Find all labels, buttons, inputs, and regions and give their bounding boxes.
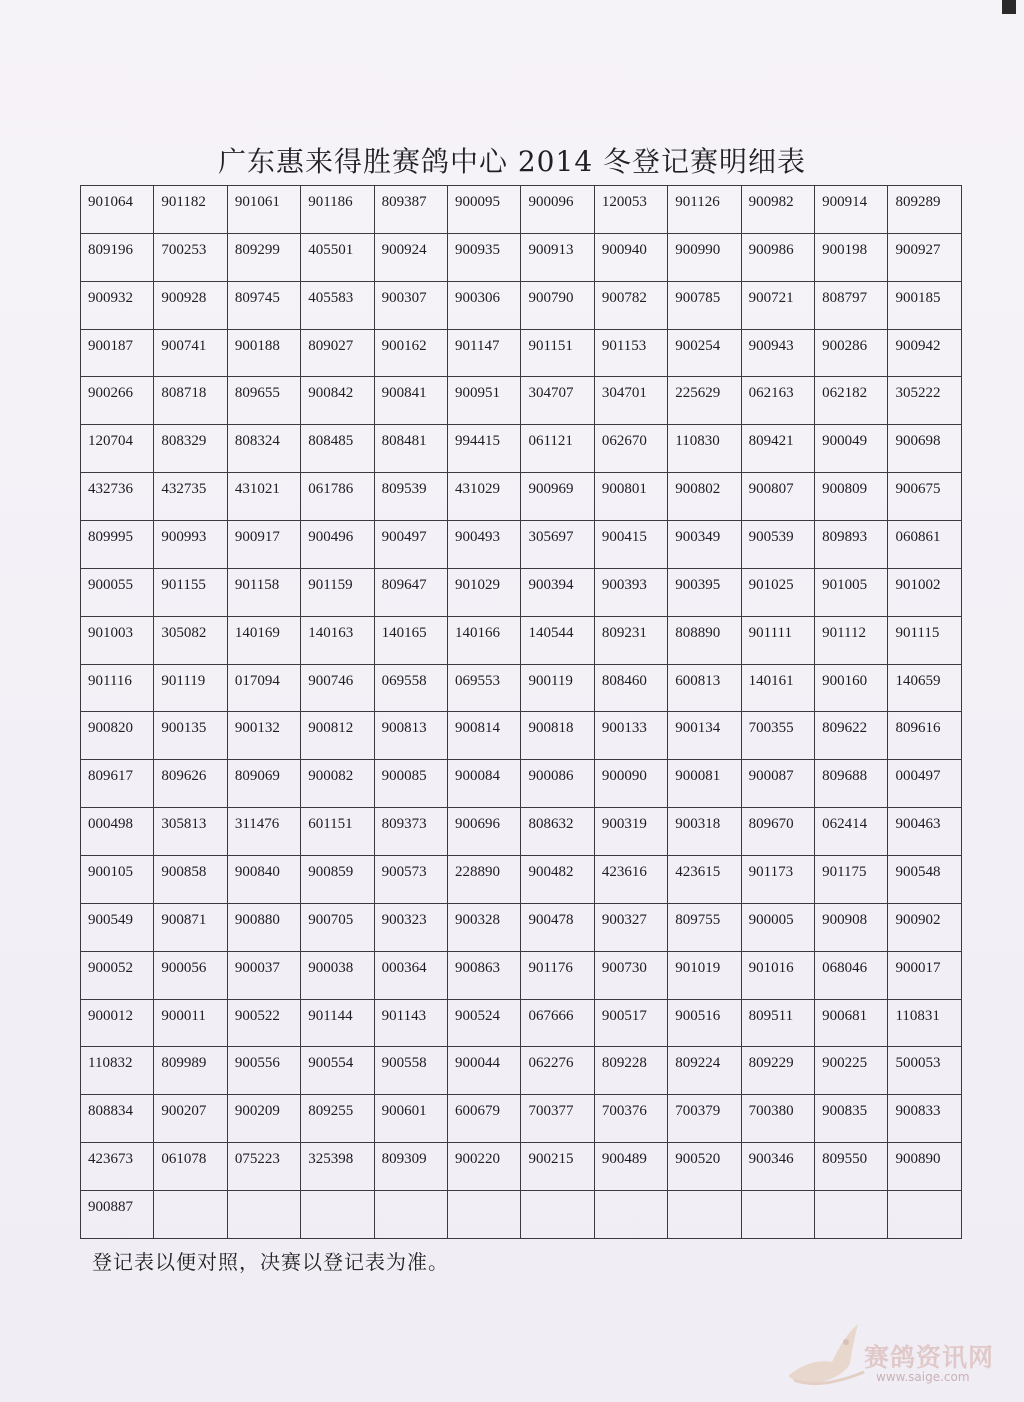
ring-number-cell: 900681 — [815, 999, 888, 1047]
ring-number-cell: 900086 — [521, 760, 594, 808]
ring-number-cell: 809688 — [815, 760, 888, 808]
ring-number-cell: 900225 — [815, 1047, 888, 1095]
ring-number-cell: 809539 — [374, 473, 447, 521]
ring-number-cell: 600679 — [448, 1095, 521, 1143]
ring-number-cell: 000364 — [374, 951, 447, 999]
ring-number-cell: 901175 — [815, 856, 888, 904]
ring-number-cell: 901186 — [301, 186, 374, 234]
ring-number-cell: 900890 — [888, 1143, 962, 1191]
ring-number-cell — [815, 1191, 888, 1239]
ring-number-cell: 431029 — [448, 473, 521, 521]
ring-number-cell: 809617 — [81, 760, 154, 808]
ring-number-cell: 900705 — [301, 903, 374, 951]
ring-number-cell: 304707 — [521, 377, 594, 425]
ring-number-cell: 900573 — [374, 856, 447, 904]
ring-number-cell: 900095 — [448, 186, 521, 234]
ring-number-cell: 901155 — [154, 568, 227, 616]
ring-number-cell: 900209 — [227, 1095, 300, 1143]
ring-number-cell: 809228 — [594, 1047, 667, 1095]
ring-number-cell: 901151 — [521, 329, 594, 377]
watermark-site-url: www.saige.com — [876, 1370, 970, 1384]
ring-number-cell: 900548 — [888, 856, 962, 904]
ring-number-cell: 900814 — [448, 712, 521, 760]
ring-number-cell: 900730 — [594, 951, 667, 999]
ring-number-cell: 900785 — [668, 281, 741, 329]
pigeon-logo-icon — [780, 1318, 870, 1398]
ring-number-cell: 809255 — [301, 1095, 374, 1143]
ring-number-cell: 305697 — [521, 521, 594, 569]
ring-number-cell: 900220 — [448, 1143, 521, 1191]
ring-number-cell: 000497 — [888, 760, 962, 808]
ring-number-cell: 900969 — [521, 473, 594, 521]
ring-number-cell: 900932 — [81, 281, 154, 329]
ring-number-cell: 900986 — [741, 233, 814, 281]
ring-number-cell: 901061 — [227, 186, 300, 234]
table-row — [81, 1095, 962, 1143]
ring-number-cell: 900556 — [227, 1047, 300, 1095]
ring-number-cell: 900927 — [888, 233, 962, 281]
ring-number-cell: 900084 — [448, 760, 521, 808]
ring-number-cell — [374, 1191, 447, 1239]
ring-number-cell: 900266 — [81, 377, 154, 425]
ring-number-cell: 901147 — [448, 329, 521, 377]
ring-number-cell: 900741 — [154, 329, 227, 377]
table-row — [81, 1047, 962, 1095]
ring-number-cell: 808632 — [521, 808, 594, 856]
ring-number-cell: 808890 — [668, 616, 741, 664]
ring-number-cell: 809387 — [374, 186, 447, 234]
ring-number-cell: 900254 — [668, 329, 741, 377]
table-row — [81, 425, 962, 473]
ring-number-cell: 901064 — [81, 186, 154, 234]
ring-number-cell: 900395 — [668, 568, 741, 616]
ring-number-cell: 325398 — [301, 1143, 374, 1191]
ring-number-cell: 900990 — [668, 233, 741, 281]
ring-number-cell: 900497 — [374, 521, 447, 569]
ring-number-cell: 600813 — [668, 664, 741, 712]
ring-number-cell: 808329 — [154, 425, 227, 473]
registration-table-body — [81, 186, 962, 1239]
ring-number-cell: 900489 — [594, 1143, 667, 1191]
table-row — [81, 377, 962, 425]
ring-number-cell: 900105 — [81, 856, 154, 904]
ring-number-cell — [668, 1191, 741, 1239]
ring-number-cell: 140163 — [301, 616, 374, 664]
ring-number-cell: 900394 — [521, 568, 594, 616]
ring-number-cell: 901116 — [81, 664, 154, 712]
ring-number-cell: 900017 — [888, 951, 962, 999]
ring-number-cell: 900554 — [301, 1047, 374, 1095]
ring-number-cell: 060861 — [888, 521, 962, 569]
ring-number-cell: 900809 — [815, 473, 888, 521]
ring-number-cell — [741, 1191, 814, 1239]
ring-number-cell: 900790 — [521, 281, 594, 329]
ring-number-cell: 809655 — [227, 377, 300, 425]
ring-number-cell: 809647 — [374, 568, 447, 616]
ring-number-cell: 900940 — [594, 233, 667, 281]
ring-number-cell: 900935 — [448, 233, 521, 281]
ring-number-cell: 432736 — [81, 473, 154, 521]
ring-number-cell: 900119 — [521, 664, 594, 712]
ring-number-cell: 809421 — [741, 425, 814, 473]
ring-number-cell: 809626 — [154, 760, 227, 808]
ring-number-cell: 900323 — [374, 903, 447, 951]
ring-number-cell: 062276 — [521, 1047, 594, 1095]
ring-number-cell: 110832 — [81, 1047, 154, 1095]
ring-number-cell: 305222 — [888, 377, 962, 425]
ring-number-cell: 900943 — [741, 329, 814, 377]
ring-number-cell: 900982 — [741, 186, 814, 234]
ring-number-cell: 809373 — [374, 808, 447, 856]
ring-number-cell: 062182 — [815, 377, 888, 425]
ring-number-cell: 700253 — [154, 233, 227, 281]
ring-number-cell: 901182 — [154, 186, 227, 234]
ring-number-cell: 901002 — [888, 568, 962, 616]
ring-number-cell: 405501 — [301, 233, 374, 281]
ring-number-cell: 900286 — [815, 329, 888, 377]
ring-number-cell: 901111 — [741, 616, 814, 664]
ring-number-cell: 900085 — [374, 760, 447, 808]
ring-number-cell: 900135 — [154, 712, 227, 760]
ring-number-cell: 900393 — [594, 568, 667, 616]
ring-number-cell: 900207 — [154, 1095, 227, 1143]
ring-number-cell: 900327 — [594, 903, 667, 951]
ring-number-cell: 809289 — [888, 186, 962, 234]
table-row — [81, 1143, 962, 1191]
ring-number-cell: 808485 — [301, 425, 374, 473]
ring-number-cell: 900011 — [154, 999, 227, 1047]
footnote: 登记表以便对照，决赛以登记表为准。 — [92, 1250, 449, 1274]
ring-number-cell: 305082 — [154, 616, 227, 664]
ring-number-cell: 900037 — [227, 951, 300, 999]
ring-number-cell: 900198 — [815, 233, 888, 281]
ring-number-cell: 900928 — [154, 281, 227, 329]
ring-number-cell: 601151 — [301, 808, 374, 856]
ring-number-cell: 700379 — [668, 1095, 741, 1143]
ring-number-cell: 068046 — [815, 951, 888, 999]
ring-number-cell: 061078 — [154, 1143, 227, 1191]
ring-number-cell: 900482 — [521, 856, 594, 904]
ring-number-cell: 809229 — [741, 1047, 814, 1095]
ring-number-cell: 900782 — [594, 281, 667, 329]
ring-number-cell: 900328 — [448, 903, 521, 951]
ring-number-cell: 140165 — [374, 616, 447, 664]
ring-number-cell: 808324 — [227, 425, 300, 473]
ring-number-cell: 432735 — [154, 473, 227, 521]
corner-registration-mark — [1002, 0, 1016, 14]
table-row — [81, 521, 962, 569]
ring-number-cell: 062670 — [594, 425, 667, 473]
table-row — [81, 999, 962, 1047]
ring-number-cell: 900698 — [888, 425, 962, 473]
ring-number-cell: 809196 — [81, 233, 154, 281]
ring-number-cell: 017094 — [227, 664, 300, 712]
ring-number-cell: 423673 — [81, 1143, 154, 1191]
ring-number-cell: 900820 — [81, 712, 154, 760]
ring-number-cell: 901115 — [888, 616, 962, 664]
ring-number-cell: 405583 — [301, 281, 374, 329]
ring-number-cell: 110830 — [668, 425, 741, 473]
ring-number-cell: 900319 — [594, 808, 667, 856]
ring-number-cell: 900493 — [448, 521, 521, 569]
ring-number-cell: 140659 — [888, 664, 962, 712]
ring-number-cell: 900349 — [668, 521, 741, 569]
ring-number-cell: 900081 — [668, 760, 741, 808]
ring-number-cell: 700377 — [521, 1095, 594, 1143]
ring-number-cell: 808718 — [154, 377, 227, 425]
ring-number-cell: 140161 — [741, 664, 814, 712]
ring-number-cell: 140544 — [521, 616, 594, 664]
ring-number-cell: 900840 — [227, 856, 300, 904]
ring-number-cell: 809995 — [81, 521, 154, 569]
table-row — [81, 281, 962, 329]
ring-number-cell: 808834 — [81, 1095, 154, 1143]
ring-number-cell: 900951 — [448, 377, 521, 425]
ring-number-cell: 809231 — [594, 616, 667, 664]
ring-number-cell: 901016 — [741, 951, 814, 999]
table-row — [81, 712, 962, 760]
ring-number-cell: 901153 — [594, 329, 667, 377]
ring-number-cell: 900096 — [521, 186, 594, 234]
ring-number-cell: 808460 — [594, 664, 667, 712]
ring-number-cell: 900835 — [815, 1095, 888, 1143]
ring-number-cell: 900841 — [374, 377, 447, 425]
ring-number-cell: 900802 — [668, 473, 741, 521]
ring-number-cell: 809299 — [227, 233, 300, 281]
ring-number-cell: 900942 — [888, 329, 962, 377]
ring-number-cell: 809745 — [227, 281, 300, 329]
ring-number-cell: 900318 — [668, 808, 741, 856]
site-watermark — [780, 1318, 1010, 1398]
ring-number-cell: 901158 — [227, 568, 300, 616]
ring-number-cell: 900306 — [448, 281, 521, 329]
ring-number-cell: 809069 — [227, 760, 300, 808]
ring-number-cell: 900517 — [594, 999, 667, 1047]
ring-number-cell: 809989 — [154, 1047, 227, 1095]
ring-number-cell: 809550 — [815, 1143, 888, 1191]
ring-number-cell: 062163 — [741, 377, 814, 425]
ring-number-cell: 901144 — [301, 999, 374, 1047]
table-row — [81, 473, 962, 521]
ring-number-cell: 140169 — [227, 616, 300, 664]
ring-number-cell: 900863 — [448, 951, 521, 999]
ring-number-cell: 901159 — [301, 568, 374, 616]
ring-number-cell: 900917 — [227, 521, 300, 569]
ring-number-cell: 900005 — [741, 903, 814, 951]
table-row — [81, 760, 962, 808]
ring-number-cell: 900188 — [227, 329, 300, 377]
ring-number-cell: 900185 — [888, 281, 962, 329]
ring-number-cell: 304701 — [594, 377, 667, 425]
ring-number-cell: 900463 — [888, 808, 962, 856]
ring-number-cell: 075223 — [227, 1143, 300, 1191]
ring-number-cell: 900880 — [227, 903, 300, 951]
ring-number-cell: 900549 — [81, 903, 154, 951]
ring-number-cell: 809224 — [668, 1047, 741, 1095]
ring-number-cell — [227, 1191, 300, 1239]
registration-table — [80, 185, 962, 1239]
ring-number-cell: 809309 — [374, 1143, 447, 1191]
ring-number-cell: 900346 — [741, 1143, 814, 1191]
ring-number-cell: 900044 — [448, 1047, 521, 1095]
ring-number-cell: 140166 — [448, 616, 521, 664]
ring-number-cell: 900090 — [594, 760, 667, 808]
ring-number-cell — [448, 1191, 521, 1239]
ring-number-cell: 900215 — [521, 1143, 594, 1191]
ring-number-cell: 809511 — [741, 999, 814, 1047]
ring-number-cell: 900133 — [594, 712, 667, 760]
ring-number-cell — [154, 1191, 227, 1239]
ring-number-cell: 900516 — [668, 999, 741, 1047]
ring-number-cell: 900913 — [521, 233, 594, 281]
ring-number-cell: 901019 — [668, 951, 741, 999]
ring-number-cell: 900055 — [81, 568, 154, 616]
ring-number-cell: 900924 — [374, 233, 447, 281]
ring-number-cell: 900049 — [815, 425, 888, 473]
ring-number-cell: 900558 — [374, 1047, 447, 1095]
ring-number-cell: 900818 — [521, 712, 594, 760]
ring-number-cell: 900520 — [668, 1143, 741, 1191]
ring-number-cell: 700355 — [741, 712, 814, 760]
ring-number-cell: 900524 — [448, 999, 521, 1047]
ring-number-cell: 900908 — [815, 903, 888, 951]
ring-number-cell: 901025 — [741, 568, 814, 616]
ring-number-cell: 809893 — [815, 521, 888, 569]
ring-number-cell: 809027 — [301, 329, 374, 377]
table-row — [81, 186, 962, 234]
watermark-site-name: 赛鸽资讯网 — [864, 1343, 995, 1372]
ring-number-cell: 900187 — [81, 329, 154, 377]
table-row — [81, 951, 962, 999]
ring-number-cell: 900871 — [154, 903, 227, 951]
page-title: 广东惠来得胜赛鸽中心 2014 冬登记赛明细表 — [217, 145, 807, 178]
ring-number-cell: 000498 — [81, 808, 154, 856]
ring-number-cell: 069558 — [374, 664, 447, 712]
ring-number-cell: 900052 — [81, 951, 154, 999]
ring-number-cell — [521, 1191, 594, 1239]
ring-number-cell: 901003 — [81, 616, 154, 664]
table-row — [81, 1191, 962, 1239]
ring-number-cell: 311476 — [227, 808, 300, 856]
ring-number-cell: 994415 — [448, 425, 521, 473]
ring-number-cell: 901126 — [668, 186, 741, 234]
ring-number-cell: 069553 — [448, 664, 521, 712]
table-row — [81, 664, 962, 712]
ring-number-cell: 901005 — [815, 568, 888, 616]
ring-number-cell: 809670 — [741, 808, 814, 856]
ring-number-cell: 900833 — [888, 1095, 962, 1143]
ring-number-cell: 900807 — [741, 473, 814, 521]
ring-number-cell: 900813 — [374, 712, 447, 760]
ring-number-cell: 900842 — [301, 377, 374, 425]
ring-number-cell: 061786 — [301, 473, 374, 521]
ring-number-cell: 431021 — [227, 473, 300, 521]
ring-number-cell: 900801 — [594, 473, 667, 521]
ring-number-cell: 110831 — [888, 999, 962, 1047]
ring-number-cell: 700380 — [741, 1095, 814, 1143]
ring-number-cell — [888, 1191, 962, 1239]
ring-number-cell: 808481 — [374, 425, 447, 473]
table-row — [81, 233, 962, 281]
ring-number-cell: 900012 — [81, 999, 154, 1047]
ring-number-cell: 900056 — [154, 951, 227, 999]
ring-number-cell: 900859 — [301, 856, 374, 904]
ring-number-cell: 305813 — [154, 808, 227, 856]
ring-number-cell: 901112 — [815, 616, 888, 664]
ring-number-cell: 120053 — [594, 186, 667, 234]
ring-number-cell: 901029 — [448, 568, 521, 616]
ring-number-cell: 900675 — [888, 473, 962, 521]
ring-number-cell: 900038 — [301, 951, 374, 999]
ring-number-cell: 900721 — [741, 281, 814, 329]
ring-number-cell: 900087 — [741, 760, 814, 808]
ring-number-cell: 900082 — [301, 760, 374, 808]
ring-number-cell: 423615 — [668, 856, 741, 904]
ring-number-cell: 901119 — [154, 664, 227, 712]
ring-number-cell — [301, 1191, 374, 1239]
ring-number-cell: 901173 — [741, 856, 814, 904]
ring-number-cell: 900415 — [594, 521, 667, 569]
ring-number-cell: 120704 — [81, 425, 154, 473]
ring-number-cell: 900160 — [815, 664, 888, 712]
ring-number-cell: 901176 — [521, 951, 594, 999]
ring-number-cell: 228890 — [448, 856, 521, 904]
ring-number-cell: 900134 — [668, 712, 741, 760]
ring-number-cell: 423616 — [594, 856, 667, 904]
ring-number-cell: 061121 — [521, 425, 594, 473]
ring-number-cell: 067666 — [521, 999, 594, 1047]
ring-number-cell: 062414 — [815, 808, 888, 856]
ring-number-cell: 809755 — [668, 903, 741, 951]
ring-number-cell: 700376 — [594, 1095, 667, 1143]
table-row — [81, 903, 962, 951]
ring-number-cell: 900812 — [301, 712, 374, 760]
ring-number-cell: 900478 — [521, 903, 594, 951]
ring-number-cell: 900539 — [741, 521, 814, 569]
ring-number-cell: 900696 — [448, 808, 521, 856]
ring-number-cell: 900522 — [227, 999, 300, 1047]
table-row — [81, 808, 962, 856]
ring-number-cell: 900307 — [374, 281, 447, 329]
table-row — [81, 856, 962, 904]
ring-number-cell: 809622 — [815, 712, 888, 760]
ring-number-cell: 900914 — [815, 186, 888, 234]
ring-number-cell: 500053 — [888, 1047, 962, 1095]
ring-number-cell: 900902 — [888, 903, 962, 951]
ring-number-cell: 900132 — [227, 712, 300, 760]
ring-number-cell: 808797 — [815, 281, 888, 329]
ring-number-cell: 900858 — [154, 856, 227, 904]
table-row — [81, 329, 962, 377]
ring-number-cell: 900162 — [374, 329, 447, 377]
table-row — [81, 568, 962, 616]
ring-number-cell: 900496 — [301, 521, 374, 569]
ring-number-cell — [594, 1191, 667, 1239]
table-row — [81, 616, 962, 664]
ring-number-cell: 225629 — [668, 377, 741, 425]
ring-number-cell: 901143 — [374, 999, 447, 1047]
ring-number-cell: 900887 — [81, 1191, 154, 1239]
ring-number-cell: 809616 — [888, 712, 962, 760]
ring-number-cell: 900993 — [154, 521, 227, 569]
ring-number-cell: 900601 — [374, 1095, 447, 1143]
ring-number-cell: 900746 — [301, 664, 374, 712]
